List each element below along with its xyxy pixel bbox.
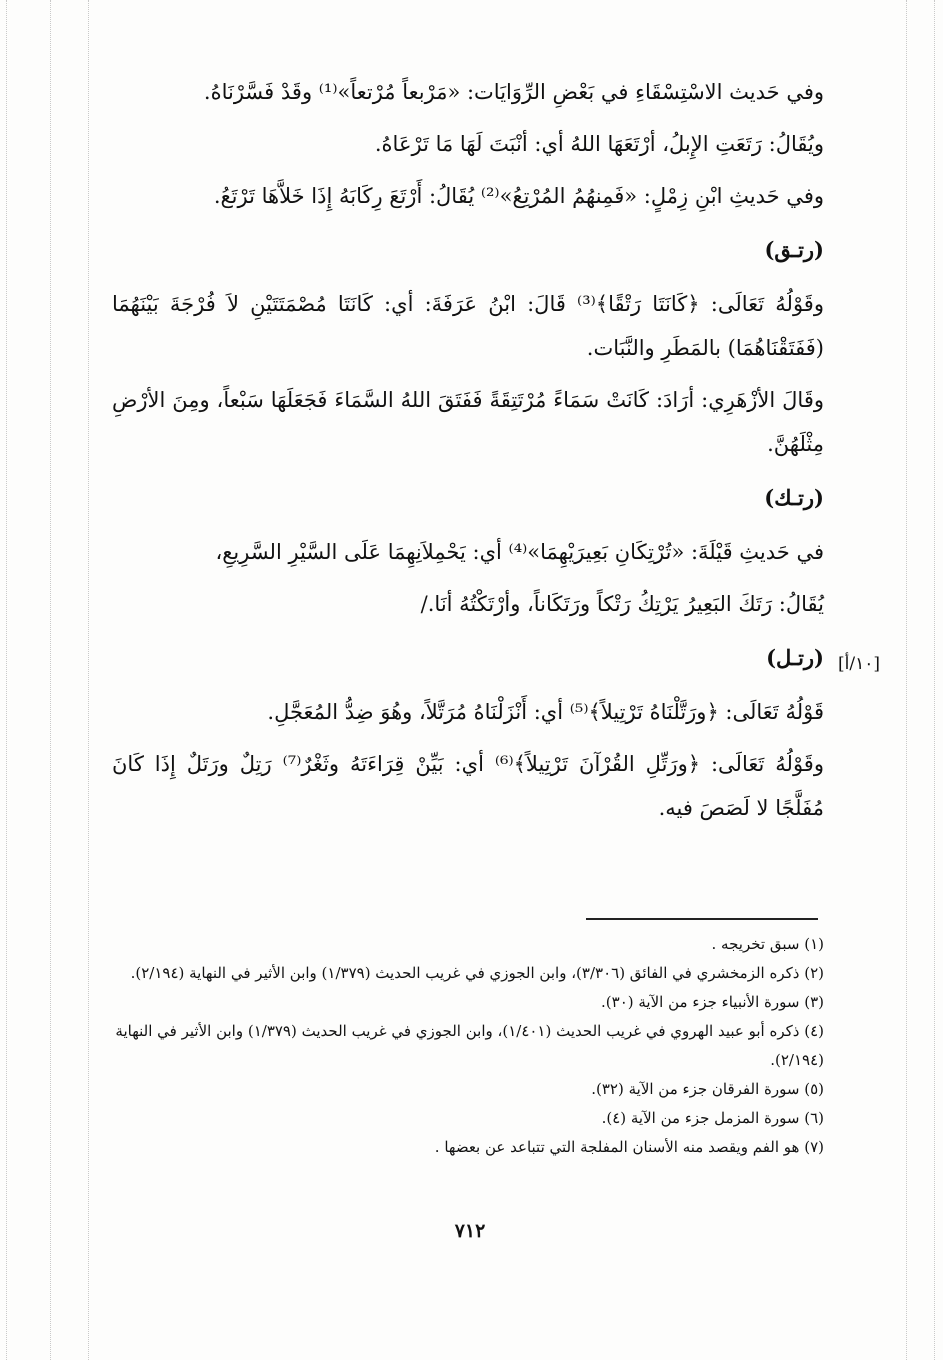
paragraph: يُقَالُ: رَتَكَ البَعِيرُ يَرْتِكُ رَتْكاً ورَتَكَاناً، وأرْتَكْتُهُ أنَا./	[420, 592, 824, 616]
footnote: (٧) هو الفم ويقصد منه الأسنان المفلجة التي تتباعد عن بعضها .	[434, 1138, 824, 1156]
paragraph: وفي حَديثِ ابْنِ زِمْلٍ: «فَمِنهُمُ المُرْتِعُ»⁽²⁾ يُقَالُ: أَرْتَعَ رِكَابَهُ إِذَا خَلاَّهَا تَرْتَعُ.	[213, 184, 824, 208]
footnote: (١) سبق تخريجه .	[711, 935, 824, 953]
folio-marker: [١٠/أ]	[838, 654, 880, 674]
guide-line	[6, 0, 7, 1360]
paragraph: وقَوْلُهُ تَعَالَى: ﴿ورَتِّلِ القُرْآنَ تَرْتِيلاً﴾⁽⁶⁾ أي: بَيِّنْ قِرَاءَتَهُ وثَغْرٌ⁽⁷⁾ رَتِلٌ ورَتَلٌ إِذَا كَانَ مُفَلَّجًا لا لَصَصَ فيه.	[112, 752, 824, 820]
section-heading-ratk: (رتـك)	[764, 485, 824, 510]
paragraph: وفي حَديث الاسْتِسْقَاءِ في بَعْضِ الرِّوَايَات: «مَرْبعاً مُرْتعاً»⁽¹⁾ وقَدْ فَسَّرْنَاهُ.	[203, 80, 824, 104]
paragraph: قَوْلُهُ تَعَالَى: ﴿ورَتَّلْنَاهُ تَرْتِيلاً﴾⁽⁵⁾ أي: أَنْزَلْنَاهُ مُرَتَّلاً، وهُوَ ضِدُّ المُعَجَّلِ.	[267, 700, 824, 724]
paragraph: وقَالَ الأزْهَرِي: أرَادَ: كَانَتْ سَمَاءً مُرْتَتِقَةً فَفَتَقَ اللهُ السَّمَاءَ فَجَعَلَهَا سَبْعاً، ومِنَ الأرْضِ مِثْلَهُنَّ.	[112, 388, 824, 456]
guide-line	[88, 0, 89, 1360]
guide-line	[906, 0, 907, 1360]
footnote: (٣) سورة الأنبياء جزء من الآية (٣٠).	[601, 993, 824, 1011]
footnote: (٢) ذكره الزمخشري في الفائق (٣/٣٠٦)، وابن الجوزي في غريب الحديث (١/٣٧٩) وابن الأثير في النهاية (٢/١٩٤).	[130, 964, 824, 982]
footnote: (٥) سورة الفرقان جزء من الآية (٣٢).	[591, 1080, 824, 1098]
footnote: (٦) سورة المزمل جزء من الآية (٤).	[601, 1109, 824, 1127]
footnotes	[110, 930, 824, 1162]
section-heading-ratq: (رتـق)	[764, 237, 824, 262]
paragraph: في حَديثِ قَيْلَةَ: «تُرْتِكَانِ بَعِيرَيْهِمَا»⁽⁴⁾ أي: يَحْمِلاَنِهِمَا عَلَى السَّيْرِ السَّرِيعِ،	[215, 540, 824, 564]
section-heading-ratl: (رتـل)	[766, 645, 824, 670]
footnote: (٤) ذكره أبو عبيد الهروي في غريب الحديث (١/٤٠١)، وابن الجوزي في غريب الحديث (١/٣٧٩) وابن الأثير في النهاية (٢/١٩٤).	[115, 1022, 824, 1069]
guide-line	[50, 0, 51, 1360]
paragraph: ويُقَالُ: رَتَعَتِ الإِبلُ، أرْتَعَهَا اللهُ أي: أنْبَتَ لَهَا مَا تَرْعَاهُ.	[374, 132, 824, 156]
guide-line	[934, 0, 935, 1360]
footnote-divider	[586, 918, 818, 920]
page-number: ٧١٢	[454, 1220, 486, 1242]
main-text	[112, 70, 824, 838]
paragraph: وقَوْلُهُ تَعَالَى: ﴿كَانَتَا رَتْقًا﴾⁽³⁾ قَالَ: ابْنُ عَرَفَةَ: أي: كَانَتَا مُصْمَتَتَيْنِ لاَ فُرْجَةَ بَيْنَهُمَا (فَفَتَقْنَاهُمَا) بالمَطَرِ والنَّبَات.	[112, 292, 824, 360]
